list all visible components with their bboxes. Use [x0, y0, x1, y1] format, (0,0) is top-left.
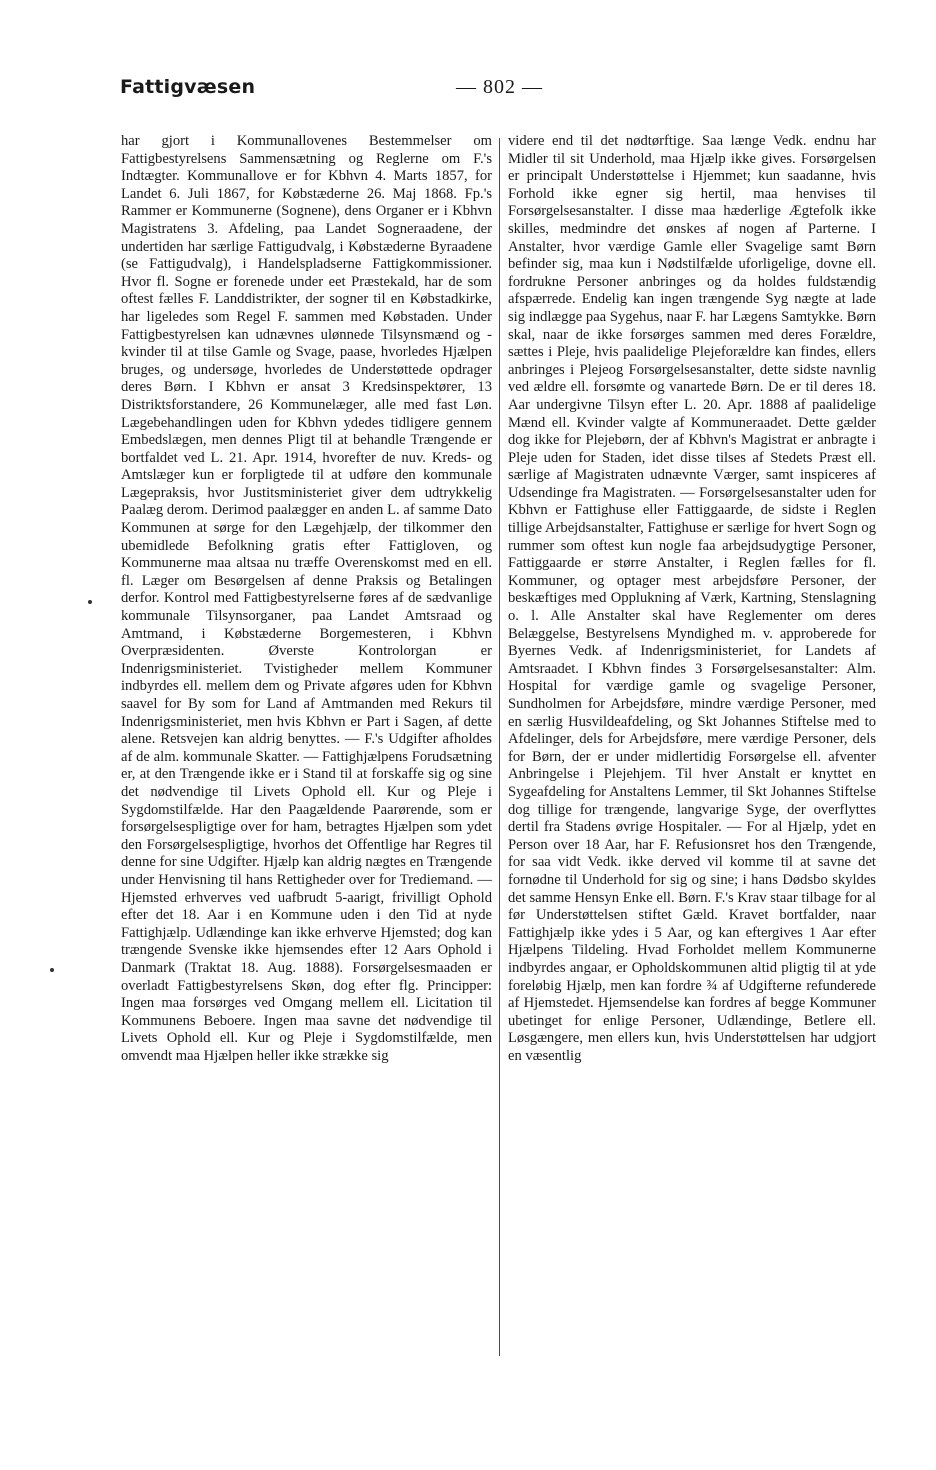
page-number: — 802 —	[456, 76, 543, 98]
page-header	[120, 76, 880, 110]
column-divider	[499, 138, 500, 1356]
right-column-paragraph: videre end til det nødtørftige. Saa længe Vedk. endnu har Midler til sit Underhold, maa Hjælp ikke gives. Forsørgelsen er principalt Understøttelse i Hjemmet; kun saadanne, hvis Forhold ikke egner sig hertil, maa henvises til Forsørgelsesanstalter. I disse maa hæderlige Ægtefolk ikke skilles, medmindre det ønskes af nogen af Parterne. I Anstalter, hvor værdige Gamle eller Svagelige samt Børn befinder sig, maa kun i Nødstilfælde uforligelige, dovne ell. fordrukne Personer anbringes og da holdes fuldstændig afspærrede. Endelig kan ingen trængende Syg nægte at lade sig indlægge paa Sygehus, naar F. har Lægens Samtykke. Børn skal, naar de ikke forsørges sammen med deres Forældre, sættes i Pleje, hvis paalidelige Plejeforældre kan findes, ellers anbringes i Plejeog Forsørgelsesanstalter, dette sidste navnlig ved ældre ell. forsømte og vanartede Børn. De er til deres 18. Aar undergivne Tilsyn efter L. 20. Apr. 1888 af paalidelige Mænd ell. Kvinder valgte af Kommuneraadet. Dette gælder dog ikke for Plejebørn, der af Kbhvn's Magistrat er anbragte i Pleje uden for Staden, idet disse tilses af Stedets Præst ell. særlige af Magistraten udnævnte Værger, samt inspiceres af Udsendinge fra Magistraten. — Forsørgelsesanstalter uden for Kbhvn er Fattighuse eller Fattiggaarde, de sidste i Reglen tillige Arbejdsanstalter, Fattighuse er særlige for hvert Sogn og rummer som oftest kun nogle faa arbejdsudygtige Personer, Fattiggaarde er større Anstalter, i Reglen fælles for fl. Kommuner, og optager mest arbejdsføre Personer, der beskæftiges med Opplukning af Værk, Kartning, Stenslagning o. l. Alle Anstalter skal have Reglementer om deres Belæggelse, Bestyrelsens Myndighed m. v. approberede for Byernes Vedk. af Indenrigsministeriet, for Landets af Amtsraadet. I Kbhvn findes 3 Forsørgelsesanstalter: Alm. Hospital for værdige gamle og svagelige Personer, Sundholmen for Arbejdsføre, mindre værdige Personer, med en særlig Husvildeafdeling, og Skt Johannes Stiftelse med to Afdelinger, dels for Arbejdsføre, mere værdige Personer, dels for Børn, der er under midlertidig Forsørgelse ell. afventer Anbringelse i Plejehjem. Til hver Anstalt er knyttet en Sygeafdeling for Anstaltens Lemmer, til Skt Johannes Stiftelse dog tillige for trængende, langvarige Syge, der overflyttes dertil fra Stadens øvrige Hospitaler. — For al Hjælp, ydet en Person over 18 Aar, har F. Refusionsret hos den Trængende, for saa vidt Vedk. ikke derved vil komme til at savne det fornødne til Underhold for sig og sine; i hans Dødsbo skyldes det samme Hensyn Enke ell. Børn. F.'s Krav staar tilbage for al før Understøttelsen stiftet Gæld. Kravet bortfalder, naar Fattighjælp ikke ydes i 5 Aar, og kan eftergives 1 Aar efter Hjælpens Tildeling. Hvad Forholdet mellem Kommunerne indbyrdes angaar, er Opholdskommunen altid pligtig til at yde foreløbig Hjælp, men kan fordre ¾ af Udgifterne refunderede af Hjemstedet. Hjemsendelse kan fordres af begge Kommuner ubetinget for enlige Personer, Udlændinge, Betlere ell. Løsgængere, men ellers kun, hvis Understøttelsen har udgjort en væsentlig	[508, 133, 876, 1064]
scan-speck	[50, 968, 54, 972]
right-text-column	[508, 133, 876, 1065]
scan-speck	[88, 600, 92, 604]
running-head-title: Fattigvæsen	[120, 76, 256, 98]
left-text-column	[121, 133, 492, 1065]
left-column-paragraph: har gjort i Kommunallovenes Bestemmelser om Fattigbestyrelsens Sammensætning og Reglerne om F.'s Indtægter. Kommunallove er for Kbhvn 4. Marts 1857, for Landet 6. Juli 1867, for Købstæderne 26. Maj 1868. Fp.'s Rammer er Kommunerne (Sognene), dens Organer er i Kbhvn Magistratens 3. Afdeling, paa Landet Sogneraadene, der undertiden har særlige Fattigudvalg, i Købstæderne Byraadene (se Fattigudvalg), i Handelspladserne Fattigkommissioner. Hvor fl. Sogne er forenede under eet Præstekald, har de som oftest fælles F. Landdistrikter, der sogner til en Købstadkirke, har ligeledes som Regel F. sammen med Købstaden. Under Fattigbestyrelsen kan udnævnes ulønnede Tilsynsmænd og -kvinder til at tilse Gamle og Svage, paase, hvorledes Hjælpen bruges, og undersøge, hvorledes de Understøttede opdrager deres Børn. I Kbhvn er ansat 3 Kredsinspektører, 13 Distriktsforstandere, 26 Kommunelæger, alle med fast Løn. Lægebehandlingen uden for Kbhvn ydedes tidligere gennem Embedslægen, men dennes Pligt til at behandle Trængende er bortfaldet ved L. 21. Apr. 1914, hvorefter de nuv. Kreds- og Amtslæger kun er forpligtede til at udføre den kommunale Lægepraksis, hvor Justitsministeriet giver dem udtrykkelig Paalæg derom. Derimod paalægger en anden L. af samme Dato Kommunen at sørge for den Lægehjælp, der tilkommer den ubemidlede Befolkning gratis efter Fattigloven, og Kommunerne maa altsaa nu træffe Overenskomst med en ell. fl. Læger om Besørgelsen af denne Praksis og Betalingen derfor. Kontrol med Fattigbestyrelserne føres af de sædvanlige kommunale Tilsynsorganer, paa Landet Amtsraad og Amtmand, i Købstæderne Borgemesteren, i Kbhvn Overpræsidenten. Øverste Kontrolorgan er Indenrigsministeriet. Tvistigheder mellem Kommuner indbyrdes ell. mellem dem og Private afgøres uden for Kbhvn saavel for By som for Land af Amtmanden med Rekurs til Indenrigsministeriet, men hvis Kbhvn er Part i Sagen, af dette alene. Retsvejen kan aldrig benyttes. — F.'s Udgifter afholdes af de alm. kommunale Skatter. — Fattighjælpens Forudsætning er, at den Trængende ikke er i Stand til at forskaffe sig og sine det nødvendige til Livets Ophold ell. Kur og Pleje i Sygdomstilfælde. Har den Paagældende Paarørende, som er forsørgelsespligtige over for ham, betragtes Hjælpen som ydet den Forsørgelsespligtige, hvorhos det Offentlige har Regres til denne for sine Udgifter. Hjælp kan aldrig nægtes en Trængende under Henvisning til hans Rettigheder over for Trediemand. — Hjemsted erhverves ved uafbrudt 5-aarigt, frivilligt Ophold efter det 18. Aar i en Kommune uden i den Tid at nyde Fattighjælp. Udlændinge kan ikke erhverve Hjemsted; dog kan trængende Svenske ikke hjemsendes efter 12 Aars Ophold i Danmark (Traktat 18. Aug. 1888). Forsørgelsesmaaden er overladt Fattigbestyrelsens Skøn, dog efter flg. Principper: Ingen maa forsørges ved Omgang mellem ell. Licitation til Kommunens Beboere. Ingen maa savne det nødvendige til Livets Ophold ell. Kur og Pleje i Sygdomstilfælde, men omvendt maa Hjælpen heller ikke strække sig	[121, 133, 492, 1064]
